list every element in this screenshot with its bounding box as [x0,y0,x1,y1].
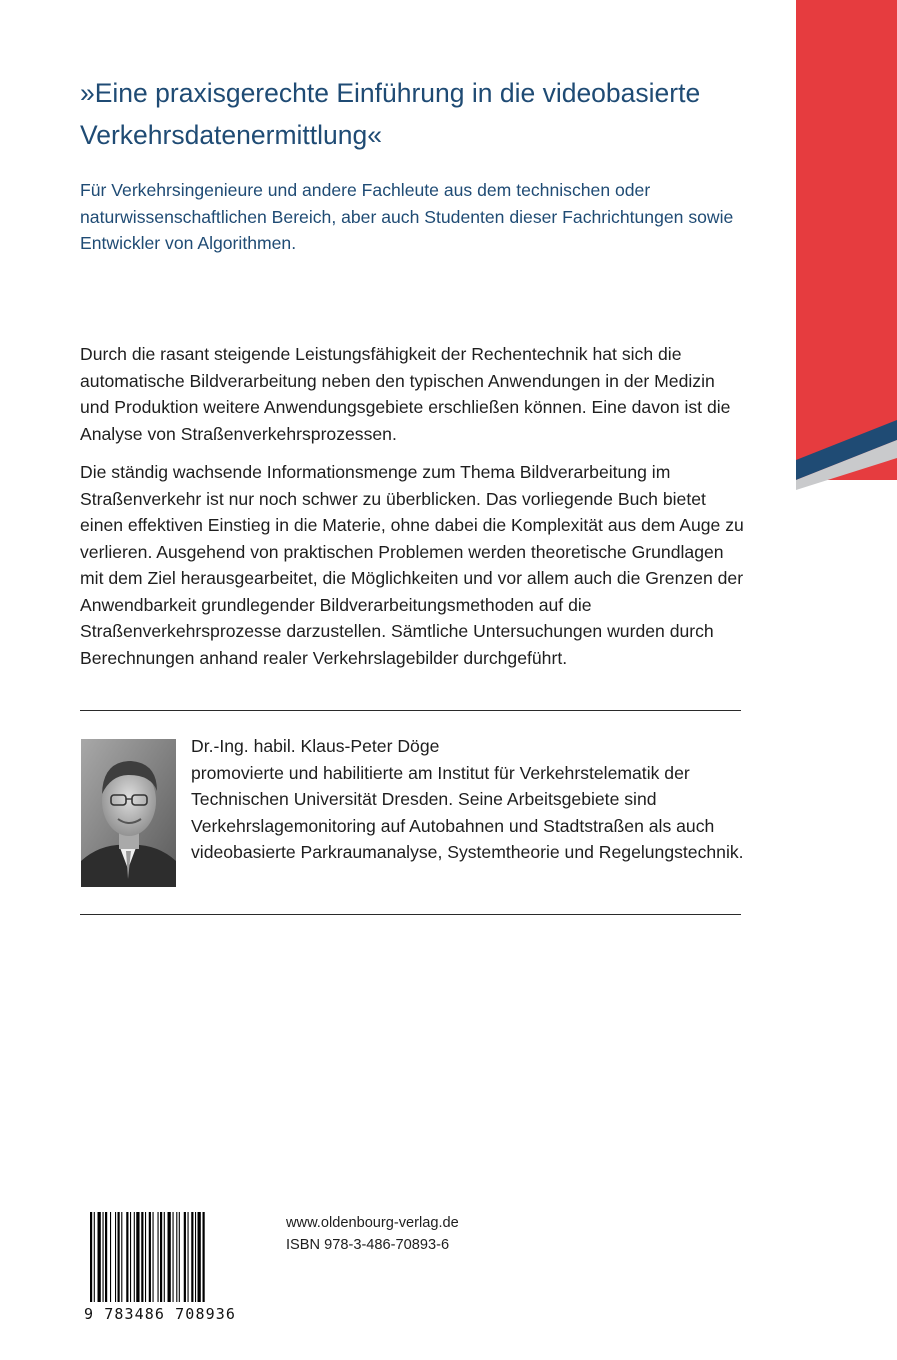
author-bio [191,733,751,866]
barcode-bar [160,1212,162,1302]
barcode-bar [191,1212,193,1302]
barcode-bar [184,1212,186,1302]
barcode-bar [121,1212,122,1302]
barcode-bar [105,1212,107,1302]
publisher-website: www.oldenbourg-verlag.de [286,1215,459,1231]
headline: »Eine praxisgerechte Einführung in die videobasierte Verkehrsdatenermittlung« [80,78,701,150]
barcode-bar [176,1212,177,1302]
barcode-bar [203,1212,205,1302]
description-paragraph: Die ständig wachsende Informationsmenge zum Thema Bildverarbeitung im Straßenverkehr ist nur noch schwer zu überblicken. Das vorliegende Buch bietet einen effektiven Einstieg in die Materie, ohne dabei die Komplexität aus dem Auge zu verlieren. Ausgehend von praktischen Problemen werden theoretische Grundlagen mit dem Ziel herausgearbeitet, die Möglichkeiten und vor allem auch die Grenzen der Anwendbarkeit grundlegender Bildverarbeitungsmethoden auf die Straßenverkehrsprozesse darzustellen. Sämtliche Untersuchungen wurden durch Berechnungen anhand realer Verkehrslagebilder durchgeführt. [80,462,744,668]
barcode-bar [198,1212,201,1302]
barcode-bar [110,1212,111,1302]
author-photo [81,739,176,887]
red-band-edge [796,0,897,460]
barcode-bar [103,1212,104,1302]
barcode-bar [173,1212,174,1302]
imprint [286,1212,459,1256]
barcode-bar [145,1212,146,1302]
barcode-digits: 9 783486 708936 [84,1305,236,1323]
barcode-bar [149,1212,151,1302]
barcode-bar [195,1212,196,1302]
barcode-bar [130,1212,131,1302]
barcode-bar [126,1212,128,1302]
barcode-bar [90,1212,92,1302]
barcode-bar [141,1212,143,1302]
barcode-bar [164,1212,165,1302]
isbn: ISBN 978-3-486-70893-6 [286,1237,450,1253]
barcode-bar [115,1212,116,1302]
barcode-bar [188,1212,189,1302]
author-name: Dr.-Ing. habil. Klaus-Peter Döge [191,736,440,756]
barcode-bar [136,1212,139,1302]
barcode-bar [118,1212,120,1302]
author-description: promovierte und habilitierte am Institut für Verkehrstelematik der Technischen Universität Dresden. Seine Arbeitsgebiete sind Verkehrslagemonitoring auf Autobahnen und Stadtstraßen als auch videobasierte Parkraumanalyse, Systemtheorie und Regelungstechnik. [191,762,744,862]
divider [80,914,741,915]
divider [80,710,741,711]
barcode-bar [98,1212,101,1302]
audience-text: Für Verkehrsingenieure und andere Fachleute aus dem technischen oder naturwissenschaftlichen Bereich, aber auch Studenten dieser Fachrichtungen sowie Entwickler von Algorithmen. [80,180,734,253]
description [80,341,745,683]
description-paragraph: Durch die rasant steigende Leistungsfähigkeit der Rechentechnik hat sich die automatische Bildverarbeitung neben den typischen Anwendungen in der Medizin und Produktion weitere Anwendungsgebiete erschließen können. Eine davon ist die Analyse von Straßenverkehrsprozessen. [80,344,731,444]
barcode-bar [179,1212,180,1302]
barcode-bar [168,1212,171,1302]
barcode-bar [94,1212,95,1302]
barcode-bar [134,1212,135,1302]
barcode-bar [158,1212,159,1302]
barcode-bar [153,1212,154,1302]
